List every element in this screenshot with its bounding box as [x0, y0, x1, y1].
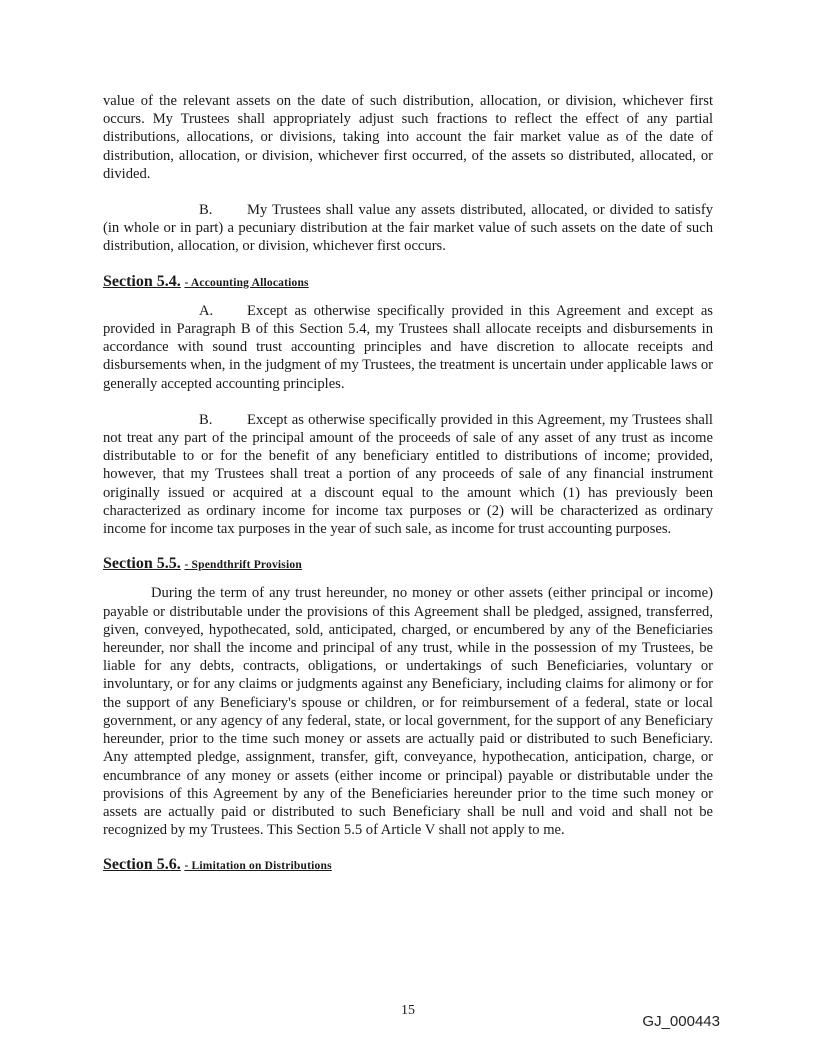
section-number: Section 5.4. — [103, 272, 181, 290]
paragraph-label: B. — [199, 411, 213, 428]
paragraph-label: A. — [199, 302, 214, 319]
section-heading-5-6 — [103, 856, 713, 875]
paragraph-label: B. — [199, 202, 213, 219]
section-5-5-paragraph: During the term of any trust hereunder, no money or other assets (either principal or income) payable or distributable under the provisions of this Agreement shall be pledged, assigned, transferred, given, conveyed, hypothecated, sold, anticipated, charged, or encumbered by any of the Beneficiaries hereunder, nor shall the income and principal of any trust, while in the possession of my Trustees, be liable for any debts, contracts, obligations, or undertakings of such Beneficiaries, voluntary or involuntary, or for any claims or judgments against any Beneficiary, including claims for alimony or for the support of any Beneficiary's spouse or children, or for reimbursement of a federal, state or local government, or any agency of any federal, state, or local government, for the support of any Beneficiary hereunder, prior to the time such money or assets are actually paid or distributed to such Beneficiary. Any attempted pledge, assignment, transfer, gift, conveyance, hypothecation, anticipation, charge, or encumbrance of any money or assets (either income or principal) payable or distributable under the provisions of this Agreement by any of the Beneficiaries hereunder prior to the time such money or assets are actually paid or distributed to such Beneficiary shall be null and void and shall not be recognized by my Trustees. This Section 5.5 of Article V shall not apply to me. — [103, 585, 713, 839]
page-number: 15 — [401, 1003, 415, 1018]
section-5-4-paragraph-a — [103, 302, 713, 393]
section-heading-5-4 — [103, 273, 713, 292]
paragraph-text: My Trustees shall value any assets distributed, allocated, or divided to satisfy (in whole or in part) a pecuniary distribution at the fair market value of such assets on the date of such distribution, allocation, or division, whichever first occurs. — [103, 202, 713, 255]
continuation-paragraph: value of the relevant assets on the date of such distribution, allocation, or division, whichever first occurs. My Trustees shall appropriately adjust such fractions to reflect the effect of any partial distributions, allocations, or divisions, taking into account the fair market value as of the date of distribution, allocation, or division, whichever first occurred, of the assets so distributed, allocated, or divided. — [103, 93, 713, 182]
bates-number: GJ_000443 — [642, 1013, 720, 1030]
section-title: - Limitation on Distributions — [184, 860, 332, 873]
section-number: Section 5.6. — [103, 856, 181, 874]
document-body — [103, 92, 713, 886]
section-title: - Accounting Allocations — [184, 276, 309, 289]
section-heading-5-5 — [103, 555, 713, 574]
section-5-4-paragraph-b — [103, 411, 713, 538]
section-5-3-paragraph-b — [103, 201, 713, 256]
paragraph-text: Except as otherwise specifically provided in this Agreement and except as provided in Paragraph B of this Section 5.4, my Trustees shall allocate receipts and disbursements in accordance with sound trust accounting principles and have discretion to allocate receipts and disbursements when, in the judgment of my Trustees, the treatment is uncertain under applicable laws or generally accepted accounting principles. — [103, 302, 713, 392]
section-title: - Spendthrift Provision — [184, 559, 302, 572]
section-number: Section 5.5. — [103, 555, 181, 573]
paragraph-text: Except as otherwise specifically provided in this Agreement, my Trustees shall not treat any part of the principal amount of the proceeds of sale of any asset of any trust as income distributable to or for the benefit of any beneficiary entitled to distributions of income; provided, however, that my Trustees shall treat a portion of any proceeds of sale of any financial instrument originally issued or acquired at a discount equal to the amount which (1) has previously been characterized as ordinary income for income tax purposes or (2) will be characterized as ordinary income for income tax purposes in the year of such sale, as income for trust accounting purposes. — [103, 411, 713, 538]
